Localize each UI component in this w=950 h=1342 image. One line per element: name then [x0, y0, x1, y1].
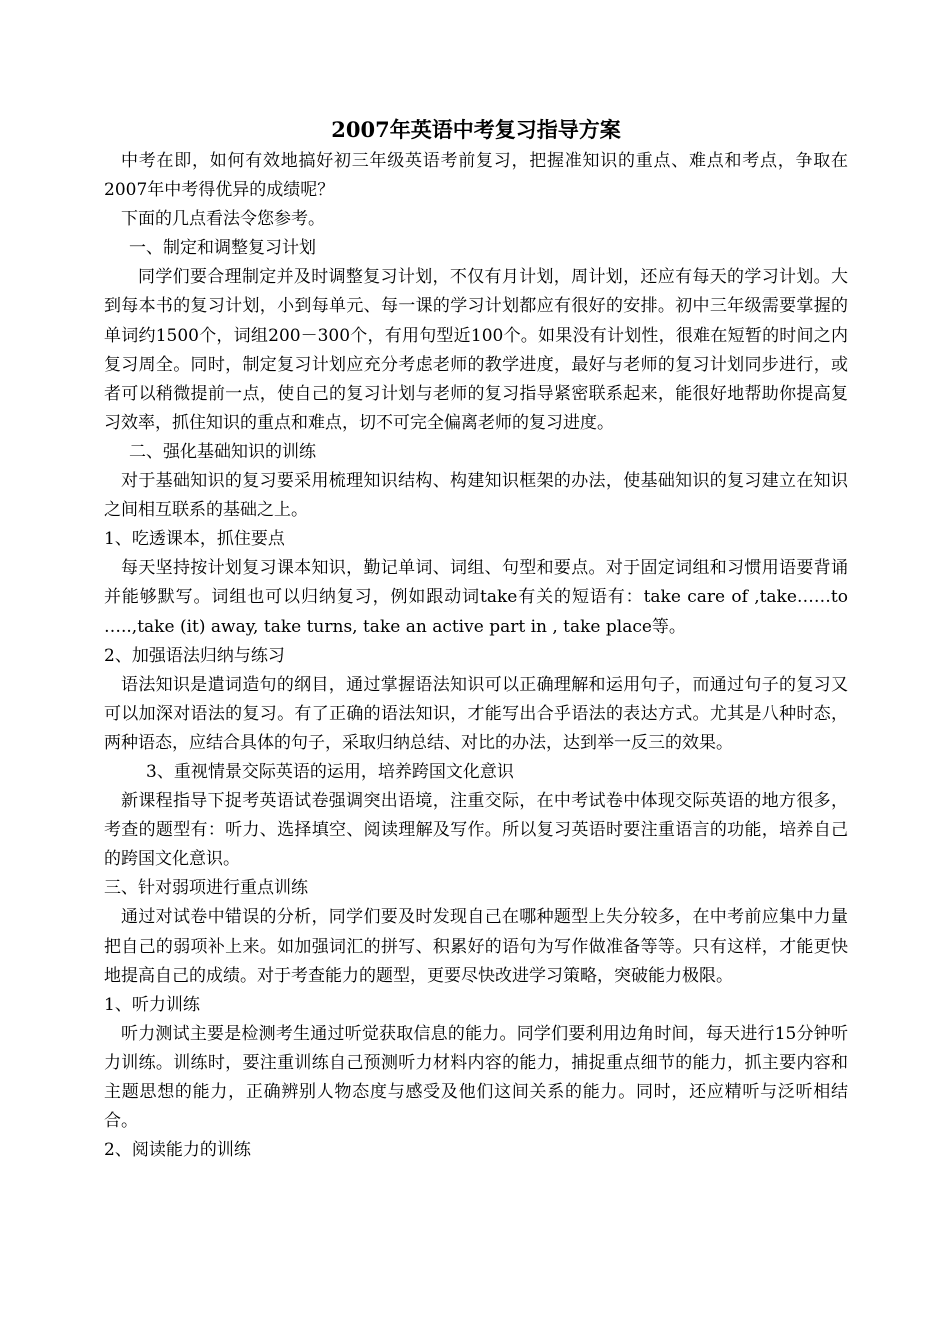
subsection-2-2-body: 语法知识是遣词造句的纲目，通过掌握语法知识可以正确理解和运用句子，而通过句子的复习又可以加深对语法的复习。有了正确的语法知识，才能写出合乎语法的表达方式。尤其是八种时态，两种语态，应结合具体的句子，采取归纳总结、对比的办法，达到举一反三的效果。: [104, 674, 848, 753]
section-3-body: 通过对试卷中错误的分析，同学们要及时发现自己在哪种题型上失分较多，在中考前应集中力量把自己的弱项补上来。如加强词汇的拼写、积累好的语句为写作做准备等等。只有这样，才能更快地提高自己的成绩。对于考查能力的题型，更要尽快改进学习策略，突破能力极限。: [104, 907, 848, 986]
subsection-heading-2-3: 3、重视情景交际英语的运用，培养跨国文化意识: [146, 761, 514, 782]
subsection-heading-2-2: 2、加强语法归纳与练习: [104, 645, 285, 666]
subsection-heading-3-2: 2、阅读能力的训练: [104, 1140, 251, 1161]
section-2-body: 对于基础知识的复习要采用梳理知识结构、构建知识框架的办法，使基础知识的复习建立在知识之间相互联系的基础之上。: [104, 471, 848, 521]
section-heading-3: 三、针对弱项进行重点训练: [104, 878, 308, 899]
subsection-2-3-body: 新课程指导下捉考英语试卷强调突出语境，注重交际，在中考试卷中体现交际英语的地方很多，考查的题型有：听力、选择填空、阅读理解及写作。所以复习英语时要注重语言的功能，培养自己的跨国文化意识。: [104, 791, 848, 870]
subsection-2-1-body: 每天坚持按计划复习课本知识，勤记单词、词组、句型和要点。对于固定词组和习惯用语要背诵并能够默写。词组也可以归纳复习，例如跟动词take有关的短语有：take care of ,take……to …..,take (it) away, take turns, take an active part in , take place等。: [104, 558, 848, 637]
subsection-heading-3-1: 1、听力训练: [104, 994, 200, 1015]
section-1-body: 同学们要合理制定并及时调整复习计划，不仅有月计划，周计划，还应有每天的学习计划。大到每本书的复习计划，小到每单元、每一课的学习计划都应有很好的安排。初中三年级需要掌握的单词约1500个，词组200－300个，有用句型近100个。如果没有计划性，很难在短暂的时间之内复习周全。同时，制定复习计划应充分考虑老师的教学进度，最好与老师的复习计划同步进行，或者可以稍微提前一点，使自己的复习计划与老师的复习指导紧密联系起来，能很好地帮助你提高复习效率，抓住知识的重点和难点，切不可完全偏离老师的复习进度。: [104, 267, 848, 433]
subsection-3-1-body: 听力测试主要是检测考生通过听觉获取信息的能力。同学们要利用边角时间，每天进行15分钟听力训练。训练时，要注重训练自己预测听力材料内容的能力，捕捉重点细节的能力，抓主要内容和主题思想的能力，正确辨别人物态度与感受及他们这间关系的能力。同时，还应精听与泛听相结合。: [104, 1023, 848, 1132]
document-title: 2007年英语中考复习指导方案: [331, 117, 621, 142]
section-heading-2: 二、强化基础知识的训练: [129, 441, 316, 462]
intro-paragraph: 中考在即，如何有效地搞好初三年级英语考前复习，把握准知识的重点、难点和考点，争取在2007年中考得优异的成绩呢？: [104, 151, 848, 201]
document-page: [104, 113, 848, 1165]
intro-note: 下面的几点看法令您参考。: [121, 209, 325, 230]
section-heading-1: 一、制定和调整复习计划: [129, 238, 316, 259]
subsection-heading-2-1: 1、吃透课本，抓住要点: [104, 529, 285, 550]
